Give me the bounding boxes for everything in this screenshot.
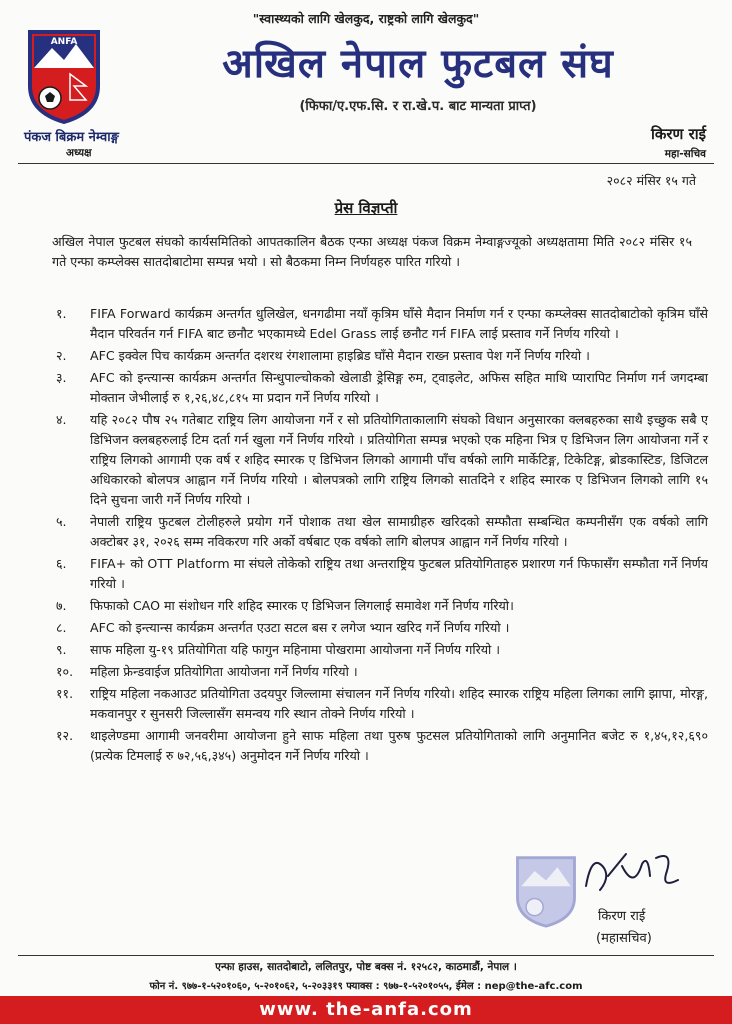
slogan: "स्वास्थ्यको लागि खेलकुद, राष्ट्रको लागि खेलकुद" [252,11,480,26]
anfa-logo [24,24,104,124]
intro-paragraph: अखिल नेपाल फुटबल संघको कार्यसमितिको आपतकालिन बैठक एन्फा अध्यक्ष पंकज विक्रम नेम्वाङ्गज्यूको अध्यक्षतामा मिति २०८२ मंसिर १५ गते एन्फा कम्प्लेक्स सातदोबाटोमा सम्पन्न भयो । सो बैठकमा निम्न निर्णयहरु पारित गरियो । [52,234,692,269]
list-item [56,512,708,552]
item-number: १. [56,306,67,321]
item-number: ४. [56,412,67,427]
list-item [56,684,708,724]
item-text: FIFA+ को OTT Platform मा संघले तोकेको राष्ट्रिय तथा अन्तराष्ट्रिय फुटबल प्रतियोगिताहरु प्रशारण गर्न फिफासँग सम्फौता गर्ने निर्णय गरियो । [90,556,708,591]
recognition-line: (फिफा/ए.एफ.सि. र रा.खे.प. बाट मान्यता प्राप्त) [299,99,537,114]
item-number: ३. [56,370,67,385]
footer-address: एन्फा हाउस, सातदोबाटो, ललितपुर, पोष्ट बक्स नं. १२५८२, काठमाडौं, नेपाल । [215,961,517,973]
item-text: FIFA Forward कार्यक्रम अन्तर्गत धुलिखेल, धनगढीमा नयाँ कृत्रिम घाँसे मैदान निर्माण गर्न र एन्फा कम्प्लेक्स सातदोबाटोको कृत्रिम घाँसे मैदान परिवर्तन गर्न FIFA बाट छनौट भएकामध्ये Edel Grass लाई छनौट गर्न FIFA लाई प्रस्ताव गर्ने निर्णय गरियो । [90,306,708,341]
secretary-name: किरण राई [651,125,706,143]
item-number: ६. [56,556,67,571]
list-item [56,304,708,344]
item-text: महिला फ्रेन्डवाईज प्रतियोगिता आयोजना गर्ने निर्णय गरियो । [90,664,358,679]
list-item [56,410,708,510]
item-number: २. [56,348,67,363]
website-banner: www. the-anfa.com [0,996,732,1024]
secretary-title: महा-सचिव [664,148,706,160]
signatory-name: किरण राई [598,909,646,924]
header-divider [18,163,714,164]
item-text: AFC को इन्त्यान्स कार्यक्रम अन्तर्गत एउटा सटल बस र लगेज भ्यान खरिद गर्ने निर्णय गरियो । [90,620,510,635]
footer-contact: फोन नं. ९७७-१-५२०१०६०, ५-२०१०६२, ५-२०३३१९ फ्याक्स : ९७७-१-५२०१०५५, ईमेल : nep@the-afc.com [149,981,583,992]
item-text: नेपाली राष्ट्रिय फुटबल टोलीहरुले प्रयोग गर्ने पोशाक तथा खेल सामाग्रीहरु खरिदको सम्फौता सम्बन्धित कम्पनीसँग एक वर्षको लागि अक्टोबर ३१, २०२६ सम्म नविकरण गरि अर्को वर्षबाट एक वर्षको लागि बोलपत्र आह्वान गर्ने निर्णय गरियो । [90,514,708,549]
item-text: यहि २०८२ पौष २५ गतेबाट राष्ट्रिय लिग आयोजना गर्ने र सो प्रतियोगिताकालागि संघको विधान अनुसारका क्लबहरुका साथै इच्छुक सबै ए डिभिजन क्लबहरुलाई टिम दर्ता गर्न खुला गर्ने निर्णय गरियो । प्रतियोगिता सम्पन्न भएको एक महिना भित्र ए डिभिजन लिग आयोजना गर्ने र राष्ट्रिय लिगको आगामी एक वर्ष र शहिद स्मारक ए डिभिजन लिगको आगामी पाँच वर्षको लागि मार्केटिङ्ग, टिकेटिङ्ग, ब्रोडकास्टिङ, डिजिटल अधिकारको बोलपत्र आह्वान गर्ने निर्णय गरियो । बोलपत्रको लागि राष्ट्रिय लिगको सातदिने र शहिद स्मारक ए डिभिजन लिगको लागि १५ दिने सुचना जारी गर्ने निर्णय गरियो । [90,412,708,507]
item-number: ५. [56,514,67,529]
item-text: AFC को इन्त्यान्स कार्यक्रम अन्तर्गत सिन्धुपाल्चोकको खेलाडी ड्रेसिङ्ग रुम, ट्वाइलेट, अफिस सहित माथि प्यारापिट निर्माण गर्न जगदम्बा मोक्तान जेभीलाई रु १,२६,४८,८१५ मा प्रदान गर्ने निर्णय गरियो । [90,370,708,405]
list-item [56,726,708,766]
item-text: फिफाको CAO मा संशोधन गरि शहिद स्मारक ए डिभिजन लिगलाई समावेश गर्ने निर्णय गरियो। [90,598,514,613]
list-item [56,596,708,616]
item-number: ११. [56,686,74,701]
org-name: अखिल नेपाल फुटबल संघ [222,41,614,87]
president-name: पंकज बिक्रम नेम्वाङ्ग [24,130,119,145]
signatory-title: (महासचिव) [596,931,652,946]
logo-text: ANFA [50,37,78,47]
list-item [56,554,708,594]
press-release-title: प्रेस विज्ञप्ती [334,199,398,217]
item-text: थाइलेण्डमा आगामी जनवरीमा आयोजना हुने साफ महिला तथा पुरुष फुटसल प्रतियोगिताको लागि अनुमानित बजेट रु १,४५,१२,६९० (प्रत्येक टिमलाई रु ७२,५६,३४५) अनुमोदन गर्ने निर्णय गरियो । [90,728,708,763]
list-item [56,346,708,366]
list-item [56,368,708,408]
item-number: ७. [56,598,67,613]
item-number: १०. [56,664,74,679]
signature [578,846,688,902]
list-item [56,640,708,660]
list-item [56,662,708,682]
item-number: ८. [56,620,67,635]
president-title: अध्यक्ष [66,147,92,159]
item-text: AFC इक्वेल पिच कार्यक्रम अन्तर्गत दशरथ रंगशालामा हाइब्रिड घाँसे मैदान राख्न प्रस्ताव पेश गर्ने निर्णय गरियो । [90,348,590,363]
item-number: ९. [56,642,67,657]
list-item [56,618,708,638]
document-date: २०८२ मंसिर १५ गते [606,173,696,188]
item-text: साफ महिला यु-१९ प्रतियोगिता यहि फागुन महिनामा पोखरामा आयोजना गर्ने निर्णय गरियो । [90,642,501,657]
seal-logo [508,852,584,928]
item-number: १२. [56,728,74,743]
footer-divider [18,955,714,956]
decision-list [56,304,708,768]
item-text: राष्ट्रिय महिला नकआउट प्रतियोगिता उदयपुर जिल्लामा संचालन गर्ने निर्णय गरियो। शहिद स्मारक राष्ट्रिय महिला लिगका लागि झापा, मोरङ्ग, मकवानपुर र सुनसरी जिल्लासँग समन्वय गरि स्थान तोक्ने निर्णय गरियो । [90,686,708,721]
